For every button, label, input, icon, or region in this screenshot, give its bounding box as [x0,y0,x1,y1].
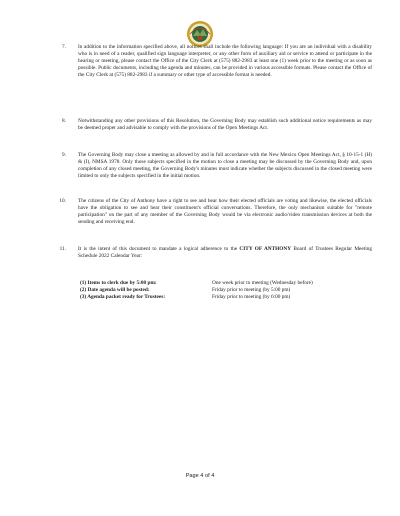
paragraph-text: In addition to the information specified above, all notices shall include the following language: If you are an individual with a disability who is in need of a reader, qualified sign language interpreter, or any other form of auxiliary aid or service to attend or participate in the hearing or meeting, please contact the Office of the City Clerk at (575) 882-2983 at least one (1) week prior to the meeting or as soon as possible. Public documents, including the agenda and minutes, can be provided in various accessible formats. Please contact the Office of the City Clerk at (575) 882-2983 if a summary or other type of accessible format is needed. [78,44,372,78]
paragraph-number: 8. [62,118,66,124]
paragraph-text: The citizens of the City of Anthony have a right to see and hear how their elected officials are voting and likewise, the elected officials have the obligation to see and hear their constituent's official conversations. Therefore, the only mechanism suitable for "remote participation" on the part of any member of the Governing Body would be via electronic audio/video transmission devices at both the sending and receiving end. [78,198,372,225]
paragraph-text [78,246,372,260]
paragraph-8 [56,118,372,140]
schedule-row [80,294,320,301]
schedule-row [80,287,320,294]
city-name: CITY OF ANTHONY [239,246,292,252]
paragraph-number: 11. [59,246,66,252]
paragraph-7 [56,44,372,100]
schedule-value: One week prior to meeting (Wednesday before) [212,280,313,286]
schedule-label: (2) Date agenda will be posted: [80,287,150,293]
paragraph-9 [56,152,372,188]
page-footer: Page 4 of 4 [185,473,215,479]
schedule-row [80,280,320,287]
paragraph-number: 7. [62,44,66,50]
paragraph-10 [56,198,372,234]
paragraph-text: Notwithstanding any other provisions of this Resolution, the Governing Body may establish such additional notice requirements as may be deemed proper and advisable to comply with the provisions of the Open Meetings Act. [78,118,372,131]
paragraph-text-after: Board of Trustees Regular Meeting Schedule 2022 Calendar Year: [78,246,372,259]
schedule-label: (3) Agenda packet ready for Trustees: [80,294,166,300]
schedule-value: Friday prior to meeting (by 5:00 pm) [212,287,291,293]
paragraph-text: The Governing Body may close a meeting as allowed by and in full accordance with the New Mexico Open Meetings Act, § 10-15-1 (H) & (I), NMSA 1978. Only those subjects specified in the motion to close a meeting may be discussed by the Governing Body and, upon completion of any closed meeting, the Governing Body's minutes must indicate whether the subjects discussed in the closed meeting were limited to only the subjects specified in the initial motion. [78,152,372,179]
schedule-label: (1) Items to clerk due by 5:00 pm: [80,280,157,286]
paragraph-number: 10. [59,198,66,204]
paragraph-text-before: It is the intent of this document to mandate a logical adherence to the [78,246,240,252]
paragraph-number: 9. [62,152,66,158]
paragraph-11 [56,246,372,262]
meeting-schedule [80,280,320,301]
schedule-value: Friday prior to meeting (by 6:00 pm) [212,294,291,300]
